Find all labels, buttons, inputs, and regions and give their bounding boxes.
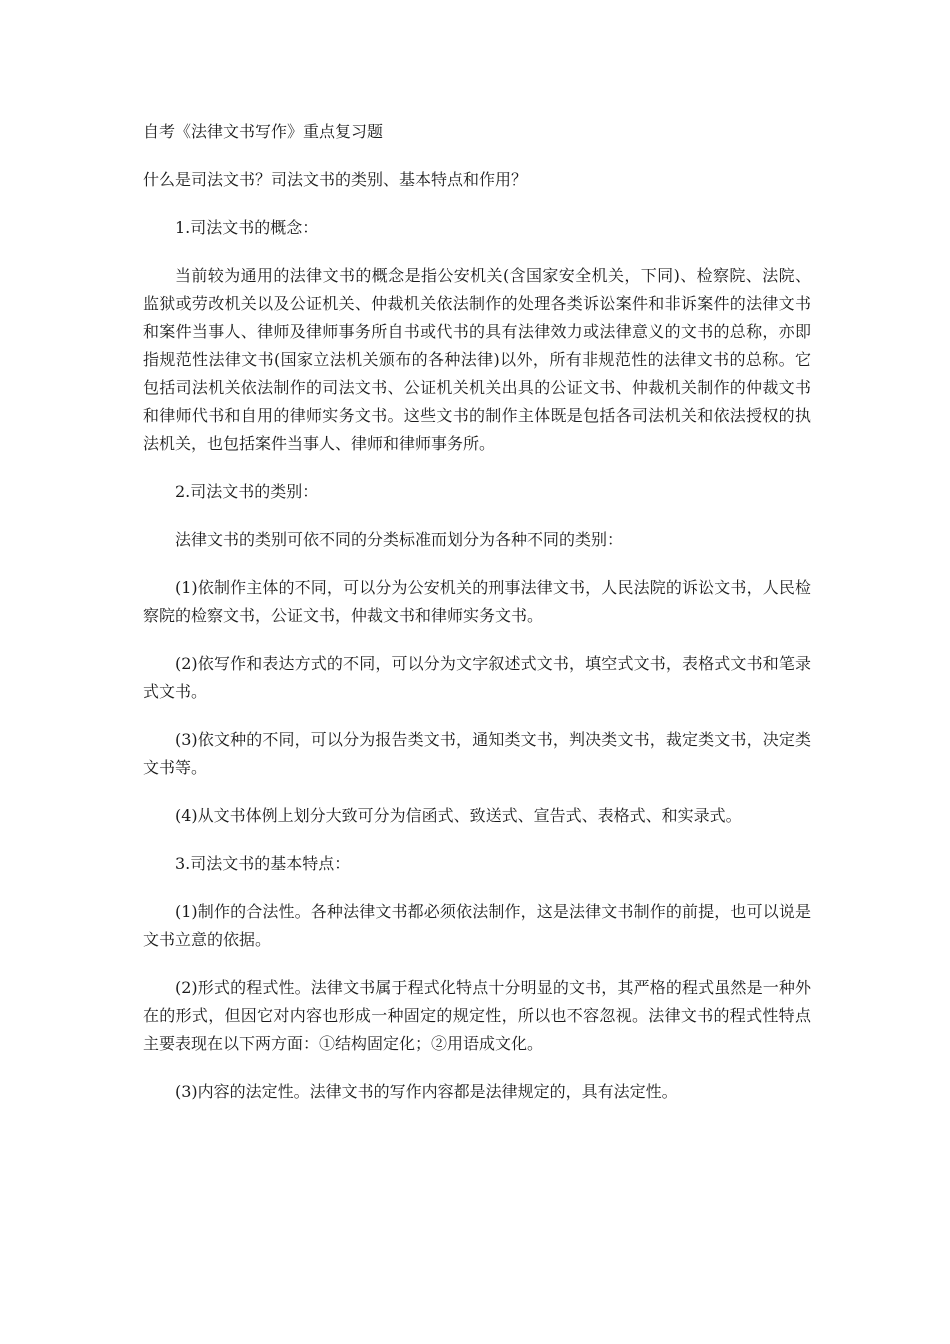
question-heading: 什么是司法文书？司法文书的类别、基本特点和作用？ — [143, 170, 528, 189]
document-title: 自考《法律文书写作》重点复习题 — [143, 122, 384, 141]
list-item-feature-3: (3)内容的法定性。法律文书的写作内容都是法律规定的，具有法定性。 — [175, 1082, 678, 1101]
paragraph-categories-intro: 法律文书的类别可依不同的分类标准而划分为各种不同的类别： — [175, 530, 624, 549]
section-heading-concept: 1.司法文书的概念： — [175, 218, 319, 237]
document-body — [143, 118, 811, 1126]
list-item-category-3: (3)依文种的不同，可以分为报告类文书，通知类文书，判决类文书，裁定类文书，决定类文书等。 — [143, 730, 811, 777]
section-heading-features: 3.司法文书的基本特点： — [175, 854, 351, 873]
list-item-category-2: (2)依写作和表达方式的不同，可以分为文字叙述式文书，填空式文书，表格式文书和笔录式文书。 — [143, 654, 811, 701]
section-heading-categories: 2.司法文书的类别： — [175, 482, 319, 501]
list-item-category-1: (1)依制作主体的不同，可以分为公安机关的刑事法律文书，人民法院的诉讼文书，人民检察院的检察文书，公证文书，仲裁文书和律师实务文书。 — [143, 578, 811, 625]
list-item-category-4: (4)从文书体例上划分大致可分为信函式、致送式、宣告式、表格式、和实录式。 — [175, 806, 742, 825]
list-item-feature-2: (2)形式的程式性。法律文书属于程式化特点十分明显的文书，其严格的程式虽然是一种外在的形式，但因它对内容也形成一种固定的规定性，所以也不容忽视。法律文书的程式性特点主要表现在以下两方面：①结构固定化；②用语成文化。 — [143, 978, 811, 1053]
list-item-feature-1: (1)制作的合法性。各种法律文书都必须依法制作，这是法律文书制作的前提，也可以说是文书立意的依据。 — [143, 902, 811, 949]
paragraph-concept-definition: 当前较为通用的法律文书的概念是指公安机关(含国家安全机关，下同)、检察院、法院、监狱或劳改机关以及公证机关、仲裁机关依法制作的处理各类诉讼案件和非诉案件的法律文书和案件当事人、律师及律师事务所自书或代书的具有法律效力或法律意义的文书的总称，亦即指规范性法律文书(国家立法机关颁布的各种法律)以外，所有非规范性的法律文书的总称。它包括司法机关依法制作的司法文书、公证机关机关出具的公证文书、仲裁机关制作的仲裁文书和律师代书和自用的律师实务文书。这些文书的制作主体既是包括各司法机关和依法授权的执法机关，也包括案件当事人、律师和律师事务所。 — [143, 266, 811, 453]
